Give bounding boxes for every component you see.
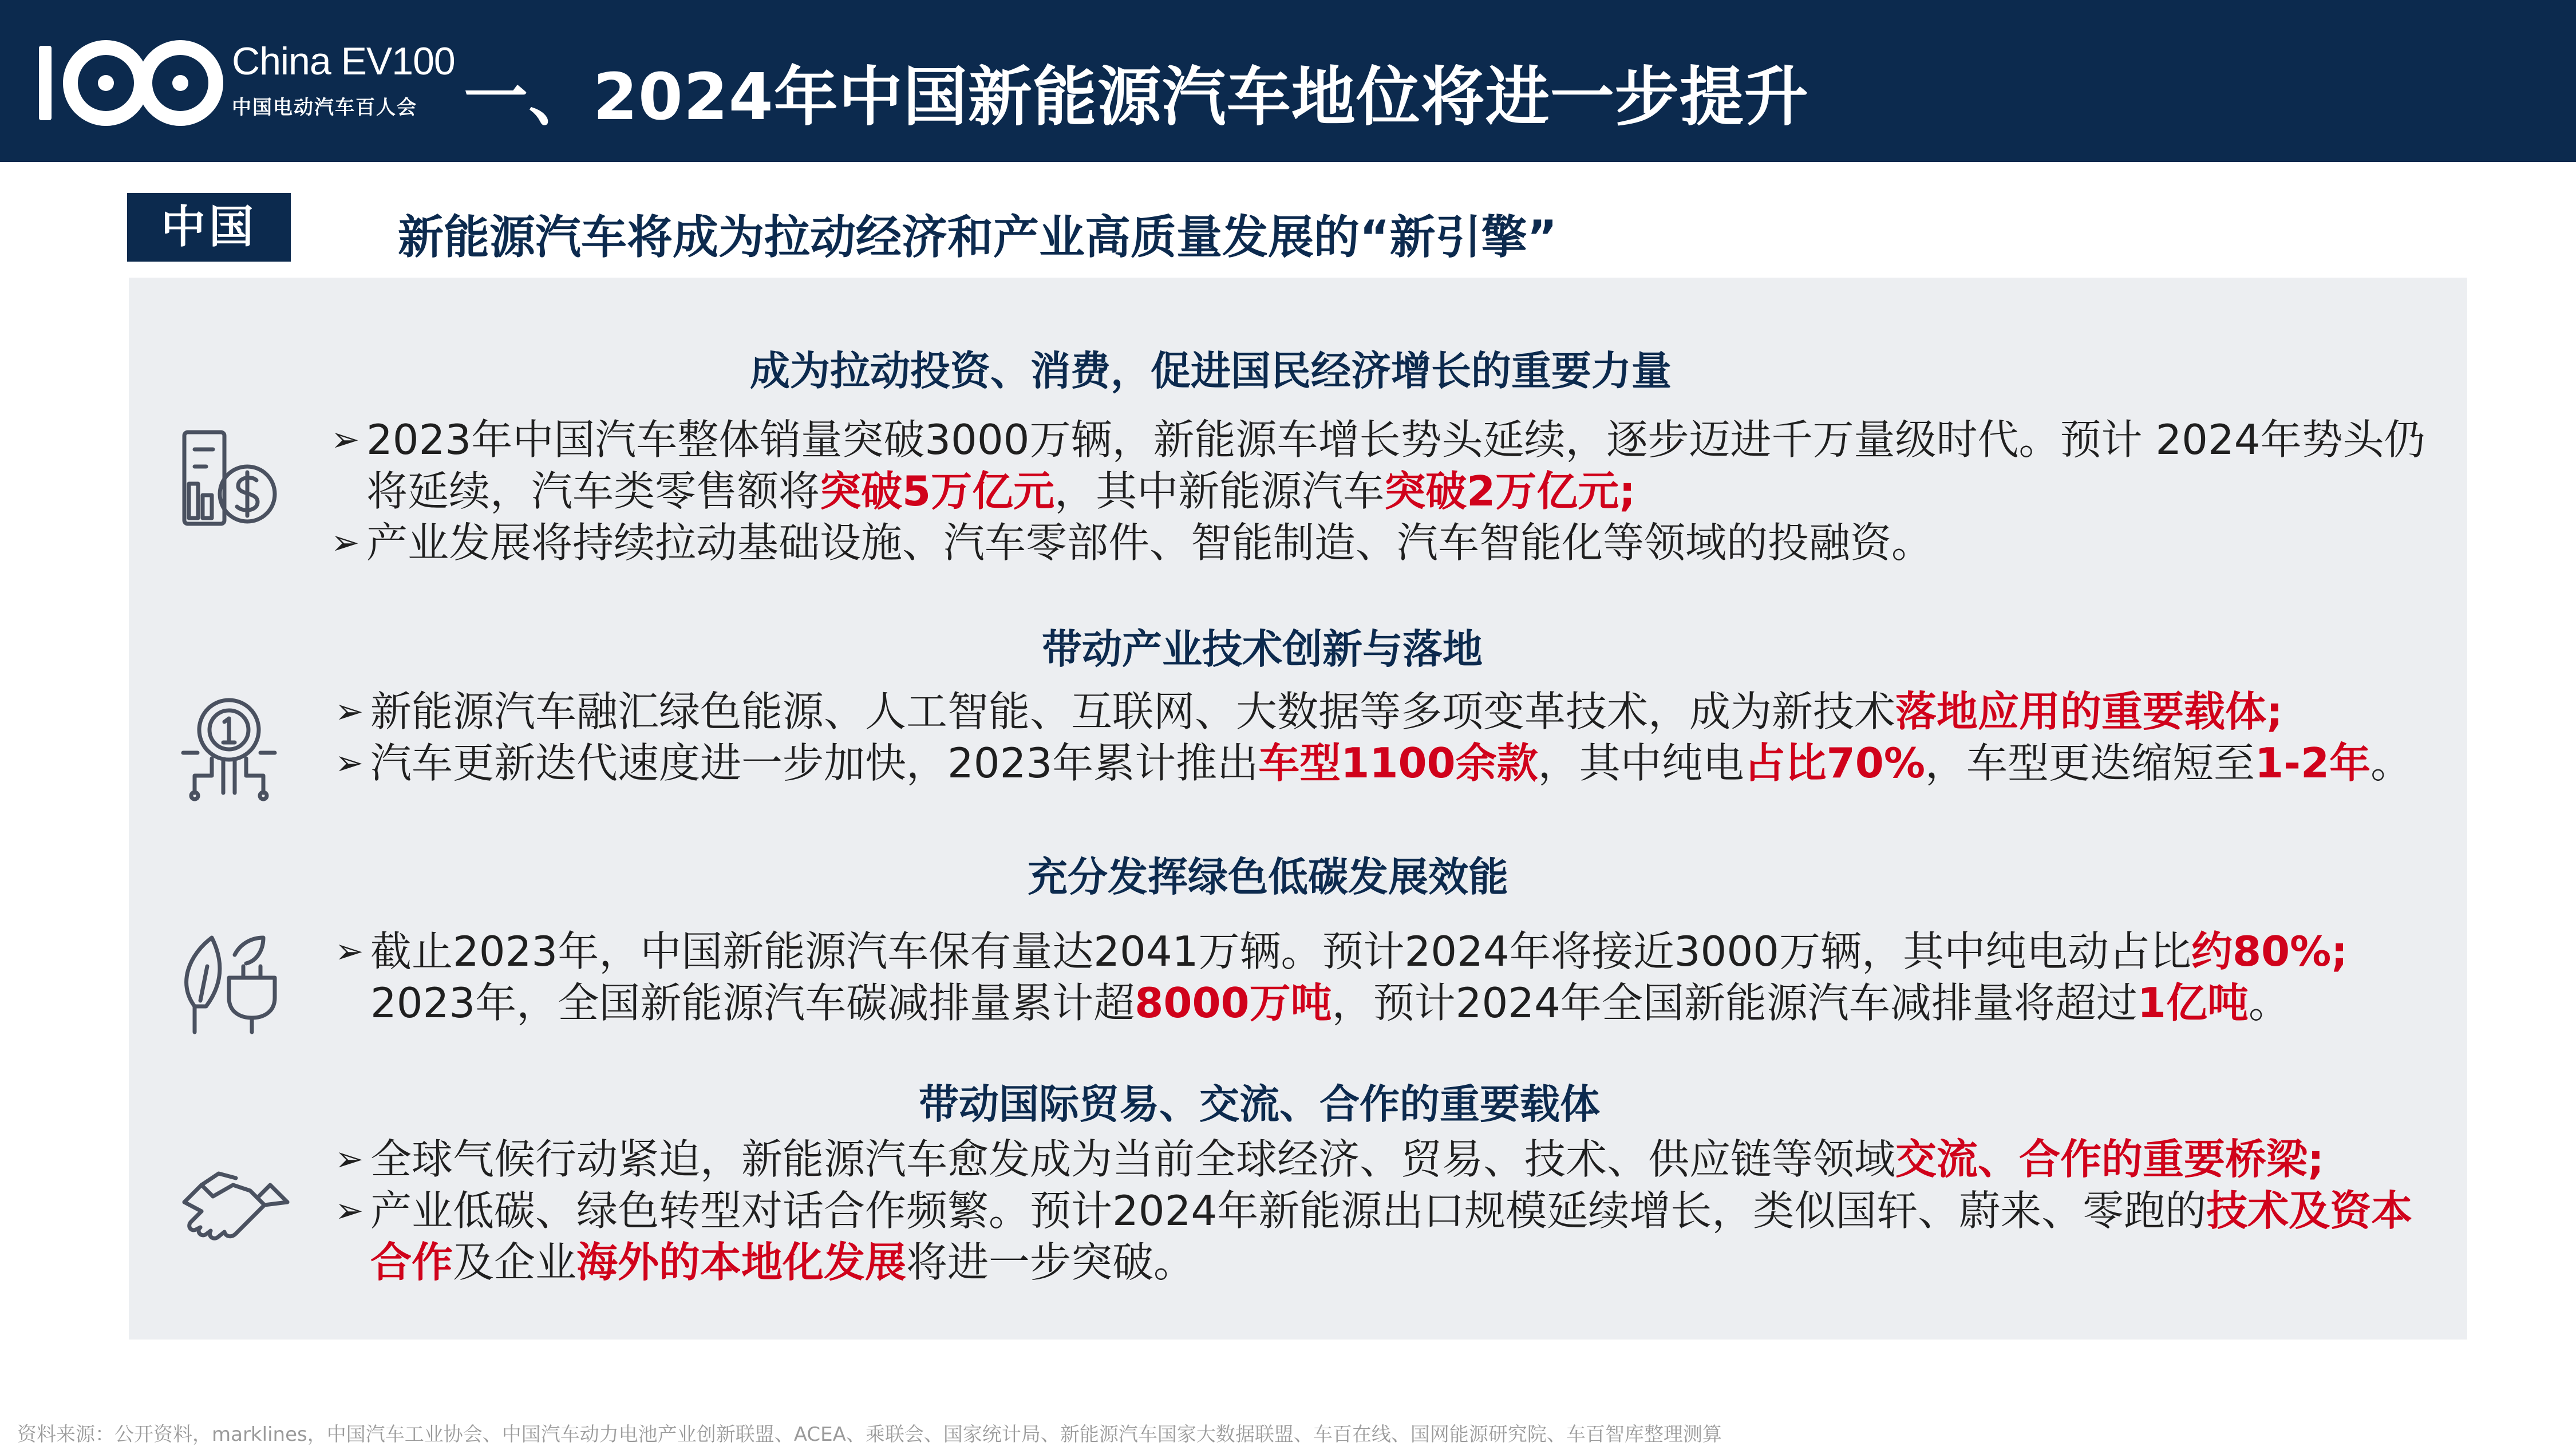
arrow-bullet-icon: ➢ (335, 692, 364, 732)
bullet-text: ，其中纯电 (1538, 739, 1744, 787)
handshake-icon (179, 1151, 293, 1265)
region-tag: 中国 (127, 193, 291, 262)
section-title-innovation: 带动产业技术创新与落地 (1042, 626, 1483, 673)
arrow-bullet-icon: ➢ (335, 1191, 364, 1231)
arrow-bullet-icon: ➢ (335, 743, 364, 783)
highlight-text: 车型1100余款 (1258, 739, 1538, 787)
bullet-text: 及企业 (453, 1238, 577, 1286)
bullet-text: 新能源汽车融汇绿色能源、人工智能、互联网、大数据等多项变革技术，成为新技术 (370, 688, 1896, 736)
highlight-text: 1亿吨 (2137, 979, 2249, 1027)
highlight-text: 约80%; (2191, 927, 2348, 975)
highlight-text: 技术及资本合作 (370, 1187, 2413, 1286)
bullet-text: ，车型更迭缩短至 (1925, 739, 2255, 787)
innovation-bulb-icon (172, 690, 286, 804)
arrow-bullet-icon: ➢ (335, 931, 364, 971)
bullet-item (331, 414, 2449, 517)
bullet-text: 汽车更新迭代速度进一步加快，2023年累计推出 (370, 739, 1259, 787)
arrow-bullet-icon: ➢ (331, 420, 360, 460)
bullet-text: 产业低碳、绿色转型对话合作频繁。预计2024年新能源出口规模延续增长，类似国轩、蔚来、零跑的 (370, 1187, 2207, 1235)
logo-text-en: China EV100 (232, 39, 455, 83)
bullet-text: 。 (2370, 739, 2412, 787)
bullet-text: 将进一步突破。 (906, 1238, 1195, 1286)
header-bar (0, 0, 2576, 162)
bullet-item (335, 1133, 2430, 1185)
bullet-list-investment (331, 414, 2449, 568)
highlight-text: 交流、合作的重要桥梁; (1895, 1135, 2324, 1183)
source-footnote: 资料来源：公开资料，marklines，中国汽车工业协会、中国汽车动力电池产业创新联盟、ACEA、乘联会、国家统计局、新能源汽车国家大数据联盟、车百在线、国网能源研究院、车百智库整理测算 (17, 1423, 1722, 1446)
highlight-text: 占比70% (1744, 739, 1926, 787)
bullet-text: 截止2023年，中国新能源汽车保有量达2041万辆。预计2024年将接近3000万辆，其中纯电动占比 (370, 927, 2191, 975)
section-title-investment: 成为拉动投资、消费，促进国民经济增长的重要力量 (750, 347, 1672, 394)
arrow-bullet-icon: ➢ (331, 523, 360, 563)
highlight-text: 1-2年 (2255, 739, 2371, 787)
bullet-item (335, 686, 2453, 737)
money-document-icon (172, 421, 286, 535)
bullet-text: ，其中新能源汽车 (1054, 467, 1385, 515)
arrow-bullet-icon: ➢ (335, 1139, 364, 1179)
highlight-text: 海外的本地化发展 (576, 1238, 907, 1286)
highlight-text: 突破5万亿元 (820, 467, 1055, 515)
logo (34, 34, 455, 132)
bullet-list-innovation (335, 686, 2453, 789)
highlight-text: 8000万吨 (1135, 979, 1332, 1027)
logo-100-mark (34, 34, 223, 132)
bullet-text: 。 (2249, 979, 2290, 1027)
green-energy-plug-icon (172, 920, 286, 1035)
highlight-text: 突破2万亿元; (1384, 467, 1636, 515)
section-title-trade: 带动国际贸易、交流、合作的重要载体 (919, 1081, 1600, 1128)
bullet-list-green (335, 926, 2401, 1029)
bullet-item (335, 737, 2453, 789)
highlight-text: 落地应用的重要载体; (1895, 688, 2283, 736)
bullet-item (331, 517, 2449, 568)
section-title-green: 充分发挥绿色低碳发展效能 (1028, 854, 1508, 900)
bullet-text: ，预计2024年全国新能源汽车减排量将超过 (1332, 979, 2138, 1027)
bullet-list-trade (335, 1133, 2430, 1288)
bullet-item (335, 1185, 2430, 1288)
bullet-text: 2023年，全国新能源汽车碳减排量累计超 (370, 979, 1135, 1027)
page-subtitle: 新能源汽车将成为拉动经济和产业高质量发展的“新引擎” (398, 211, 1558, 264)
logo-text-cn: 中国电动汽车百人会 (232, 96, 417, 119)
page-title: 一、2024年中国新能源汽车地位将进一步提升 (464, 60, 1809, 135)
bullet-text: 2023年中国汽车整体销量突破3000万辆，新能源车增长势头延续，逐步迈进千万量级时代。预计 2024年势头仍将延续，汽车类零售额将 (366, 416, 2425, 515)
bullet-text: 产业发展将持续拉动基础设施、汽车零部件、智能制造、汽车智能化等领域的投融资。 (366, 519, 1933, 567)
bullet-text: 全球气候行动紧迫，新能源汽车愈发成为当前全球经济、贸易、技术、供应链等领域 (370, 1135, 1896, 1183)
bullet-item (335, 926, 2401, 1029)
